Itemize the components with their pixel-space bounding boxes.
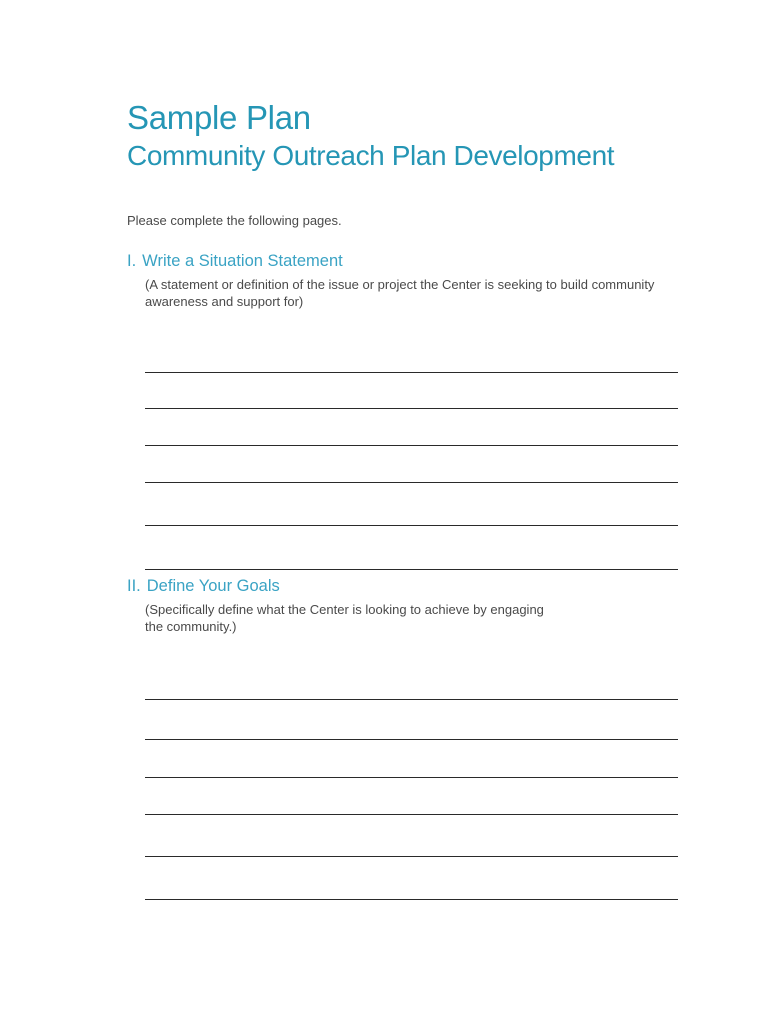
section-description-line: the community.)	[145, 619, 237, 634]
section-description-line: (A statement or definition of the issue or project the Center is seeking to build community	[145, 277, 655, 292]
answer-line[interactable]	[145, 482, 678, 483]
answer-line[interactable]	[145, 525, 678, 526]
section-numeral: II.	[127, 577, 141, 595]
section-heading-label: Write a Situation Statement	[142, 252, 343, 270]
answer-line[interactable]	[145, 372, 678, 373]
answer-line[interactable]	[145, 445, 678, 446]
answer-line[interactable]	[145, 856, 678, 857]
answer-line[interactable]	[145, 408, 678, 409]
answer-line[interactable]	[145, 777, 678, 778]
intro-text: Please complete the following pages.	[127, 213, 342, 228]
section-heading-define-goals	[127, 576, 280, 596]
answer-line[interactable]	[145, 569, 678, 570]
section-description-line: awareness and support for)	[145, 294, 304, 309]
answer-line[interactable]	[145, 699, 678, 700]
section-description-situation-statement	[145, 276, 685, 310]
section-description-define-goals	[145, 601, 685, 635]
page-subtitle: Community Outreach Plan Development	[127, 140, 615, 171]
answer-line[interactable]	[145, 814, 678, 815]
answer-line[interactable]	[145, 899, 678, 900]
section-description-line: (Specifically define what the Center is looking to achieve by engaging	[145, 602, 544, 617]
section-numeral: I.	[127, 252, 137, 270]
answer-line[interactable]	[145, 739, 678, 740]
page-title: Sample Plan	[127, 99, 311, 136]
section-heading-situation-statement	[127, 251, 343, 271]
section-heading-label: Define Your Goals	[146, 577, 280, 595]
